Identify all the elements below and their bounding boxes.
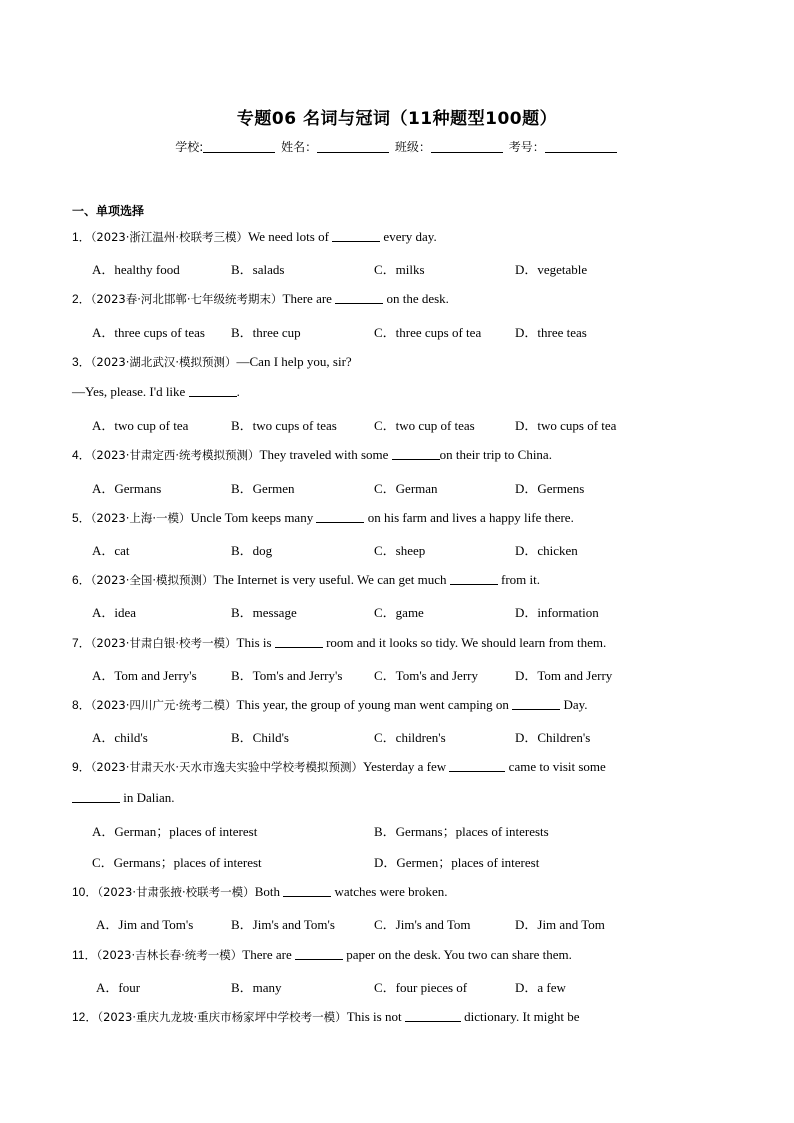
question-7 [72,634,692,651]
student-info-line [0,138,794,155]
question-stem: This is not [346,1009,405,1024]
option-d[interactable]: D．three teas [515,325,587,340]
option-a[interactable]: A．German；places of interest [92,824,258,839]
option-c[interactable]: C．Jim's and Tom [374,917,471,932]
question-12 [72,1008,692,1025]
option-d[interactable]: D．a few [515,980,566,995]
question-source: （2023·吉林长春·统考一模） [96,948,243,962]
answer-blank[interactable] [450,573,498,585]
question-number: 2． [72,292,91,306]
option-c[interactable]: C．children's [374,730,446,745]
question-stem-end: paper on the desk. You two can share them. [342,947,572,962]
question-number: 8． [72,698,91,712]
question-stem-end: watches were broken. [331,884,448,899]
question-stem-end: came to visit some [505,759,606,774]
option-d[interactable]: D．Jim and Tom [515,917,605,932]
question-stem: —Yes, please. I'd like [72,384,189,399]
question-source: （2023·甘肃定西·统考模拟预测） [90,448,260,462]
option-c[interactable]: C．three cups of tea [374,325,482,340]
option-c[interactable]: C．four pieces of [374,980,468,995]
option-d[interactable]: D．vegetable [515,262,588,277]
option-b[interactable]: B．Child's [231,730,289,745]
question-11 [72,946,692,963]
question-number: 9． [72,760,91,774]
question-number: 5． [72,511,91,525]
option-b[interactable]: B．dog [231,543,273,558]
option-a[interactable]: A．Tom and Jerry's [92,668,197,683]
question-number: 6． [72,573,91,587]
question-stem: There are [242,947,295,962]
question-stem-end: every day. [380,229,437,244]
document-title: 专题06 名词与冠词（11种题型100题） [236,109,558,129]
option-c[interactable]: C．two cup of teas [374,418,475,433]
question-5 [72,509,692,526]
name-label: 姓名： [281,140,318,154]
number-blank[interactable] [545,140,617,153]
question-number: 3． [72,355,91,369]
option-c[interactable]: C．milks [374,262,425,277]
number-label: 考号： [508,140,545,154]
option-a[interactable]: A．healthy food [92,262,180,277]
question-source: （2023·甘肃张掖·校联考一模） [97,885,255,899]
question-stem-end: Day. [560,697,588,712]
option-d[interactable]: D．Germen；places of interest [374,855,540,870]
question-number: 1． [72,230,91,244]
option-d[interactable]: D．Germens [515,481,585,496]
question-stem: —Can I help you, sir? [236,354,352,369]
option-d[interactable]: D．chicken [515,543,578,558]
question-stem-end: on their trip to China. [439,447,552,462]
question-stem: Uncle Tom keeps many [190,510,317,525]
option-a[interactable]: A．Germans [92,481,162,496]
question-number: 7． [72,636,91,650]
question-3 [72,353,692,370]
question-9 [72,758,692,775]
question-2 [72,290,692,307]
option-d[interactable]: D．Children's [515,730,591,745]
question-stem: We need lots of [248,229,333,244]
question-number: 10． [72,885,98,899]
question-stem-end: on the desk. [383,291,449,306]
question-number: 11． [72,948,97,962]
question-1 [72,228,692,245]
question-stem-end: in Dalian. [120,790,175,805]
option-c[interactable]: C．Tom's and Jerry [374,668,478,683]
answer-blank[interactable] [335,292,383,304]
answer-blank[interactable] [392,448,440,460]
question-source: （2023·上海·一模） [90,511,191,525]
question-stem: Yesterday a few [363,759,450,774]
answer-blank[interactable] [332,230,380,242]
answer-blank[interactable] [275,636,323,648]
option-b[interactable]: B．Germans；places of interests [374,824,549,839]
question-source: （2023·四川广元·统考二模） [90,698,237,712]
question-10 [72,883,692,900]
question-source: （2023·甘肃白银·校考一模） [90,636,237,650]
question-6 [72,571,692,588]
question-source: （2023春·河北邯郸·七年级统考期末） [90,292,283,306]
option-b[interactable]: B．salads [231,262,285,277]
option-d[interactable]: D．two cups of tea [515,418,617,433]
question-source: （2023·重庆九龙坡·重庆市杨家坪中学校考一模） [97,1010,347,1024]
question-number: 4． [72,448,91,462]
option-b[interactable]: B．message [231,605,297,620]
option-a[interactable]: A．two cup of tea [92,418,189,433]
answer-blank[interactable] [512,698,560,710]
option-d[interactable]: D．information [515,605,599,620]
option-b[interactable]: B．Jim's and Tom's [231,917,335,932]
class-label: 班级： [394,140,431,154]
question-stem: The Internet is very useful. We can get much [213,572,450,587]
option-a[interactable]: A．idea [92,605,137,620]
option-a[interactable]: A．Jim and Tom's [96,917,194,932]
question-stem-end: dictionary. It might be [460,1009,580,1024]
option-b[interactable]: B．three cup [231,325,301,340]
question-number: 12． [72,1010,98,1024]
question-stem-end: . [236,384,240,399]
option-a[interactable]: A．four [96,980,141,995]
question-stem: This is [236,635,275,650]
question-stem-end: room and it looks so tidy. We should learn from them. [322,635,607,650]
section-title: 一、单项选择 [72,204,145,218]
school-label: 学校: [175,140,204,154]
option-a[interactable]: A．cat [92,543,130,558]
question-source: （2023·全国·模拟预测） [90,573,214,587]
question-source: （2023·湖北武汉·模拟预测） [90,355,237,369]
answer-blank[interactable] [449,760,505,772]
answer-blank[interactable] [283,885,331,897]
option-c[interactable]: C．German [374,481,438,496]
option-b[interactable]: B．many [231,980,282,995]
option-a[interactable]: A．three cups of teas [92,325,205,340]
question-stem-end: on his farm and lives a happy life there. [364,510,574,525]
question-3-line-2 [72,384,240,400]
answer-blank[interactable] [189,385,237,397]
answer-blank-2[interactable] [72,791,120,803]
answer-blank[interactable] [405,1010,461,1022]
question-4 [72,446,692,463]
option-d[interactable]: D．Tom and Jerry [515,668,613,683]
question-source: （2023·浙江温州·校联考三模） [90,230,249,244]
question-source: （2023·甘肃天水·天水市逸夫实验中学校考模拟预测） [90,760,364,774]
question-stem-end: from it. [497,572,541,587]
option-c[interactable]: C．game [374,605,424,620]
option-c[interactable]: C．Germans；places of interest [92,855,262,870]
school-blank[interactable] [203,140,275,153]
question-stem: This year, the group of young man went camping on [236,697,513,712]
name-blank[interactable] [317,140,389,153]
question-8 [72,696,692,713]
class-blank[interactable] [431,140,503,153]
answer-blank[interactable] [316,511,364,523]
question-stem: They traveled with some [259,447,392,462]
answer-blank[interactable] [295,948,343,960]
option-b[interactable]: B．two cups of teas [231,418,337,433]
option-b[interactable]: B．Germen [231,481,295,496]
question-stem: Both [254,884,284,899]
option-b[interactable]: B．Tom's and Jerry's [231,668,343,683]
question-stem: There are [282,291,336,306]
question-9-line-2 [72,790,175,806]
option-a[interactable]: A．child's [92,730,148,745]
option-c[interactable]: C．sheep [374,543,426,558]
